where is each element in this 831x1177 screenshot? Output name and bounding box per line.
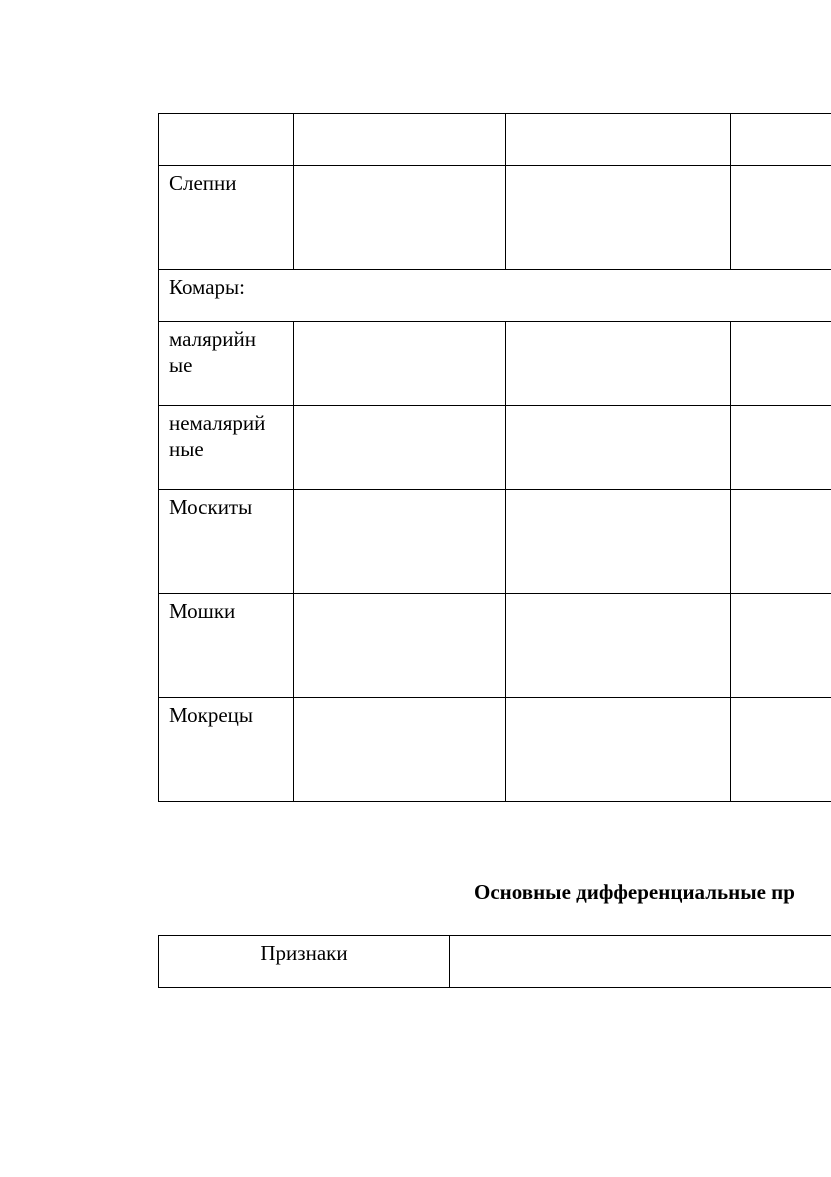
table-cell [506, 166, 731, 270]
row-label: Москиты [159, 490, 294, 594]
table-cell [731, 698, 831, 802]
table-cell [450, 936, 831, 988]
table-row [159, 936, 831, 988]
row-label: Мошки [159, 594, 294, 698]
table-cell [731, 594, 831, 698]
table-cell [731, 406, 831, 490]
table-row [159, 166, 831, 270]
table-row [159, 698, 831, 802]
table-cell [731, 322, 831, 406]
features-table [158, 935, 831, 988]
table-row [159, 406, 831, 490]
row-label: малярийн ые [159, 322, 294, 406]
table-cell [506, 490, 731, 594]
row-label: немалярий ные [159, 406, 294, 490]
table-cell [294, 490, 506, 594]
table-cell [506, 406, 731, 490]
insects-table [158, 113, 831, 802]
table-cell [294, 406, 506, 490]
table-cell [294, 114, 506, 166]
row-label: Комары: [159, 270, 831, 322]
table-cell [731, 490, 831, 594]
table-cell [731, 114, 831, 166]
table-cell [506, 698, 731, 802]
row-label: Мокрецы [159, 698, 294, 802]
row-label: Слепни [159, 166, 294, 270]
column-header: Признаки [159, 936, 450, 988]
table-cell [506, 114, 731, 166]
table-row [159, 490, 831, 594]
table-cell [159, 114, 294, 166]
table-cell [731, 166, 831, 270]
table-row [159, 322, 831, 406]
table-cell [294, 594, 506, 698]
section-heading: Основные дифференциальные пр [474, 880, 795, 904]
table-cell [506, 322, 731, 406]
table-cell [294, 322, 506, 406]
table-row [159, 114, 831, 166]
table-row [159, 270, 831, 322]
table-cell [294, 698, 506, 802]
table-cell [506, 594, 731, 698]
table-cell [294, 166, 506, 270]
table-row [159, 594, 831, 698]
